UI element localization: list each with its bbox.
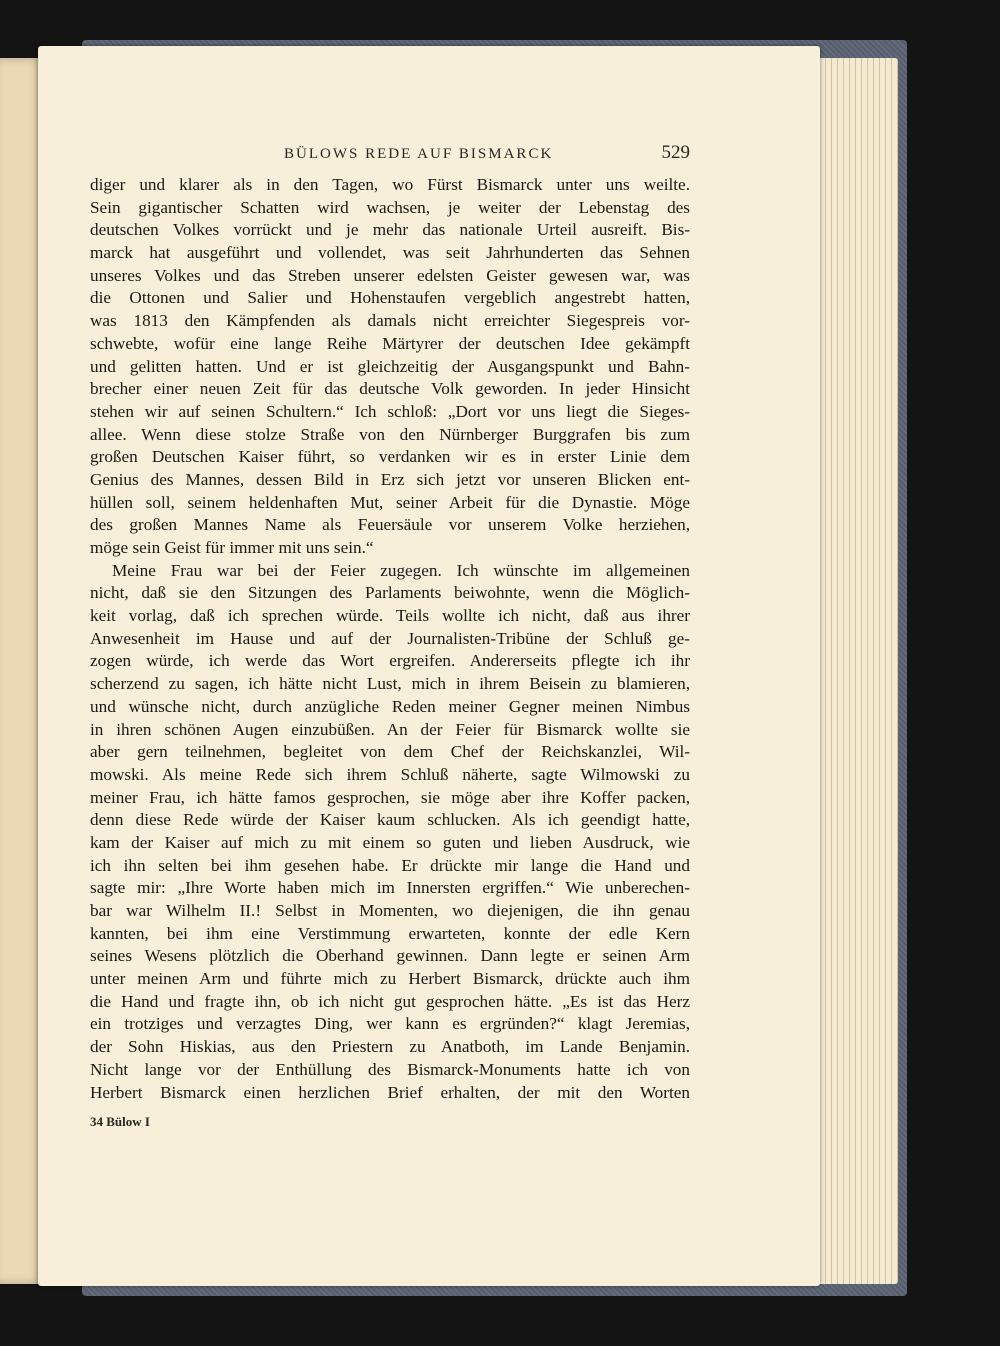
text-line: großen Deutschen Kaiser führt, so verdanken wir es in erster Linie dem <box>90 447 690 467</box>
text-line: unseres Volkes und das Streben unserer edelsten Geister gewesen war, was <box>90 265 690 285</box>
text-line: des großen Mannes Name als Feuersäule vor unserem Volke herziehen, <box>90 515 690 535</box>
text-line: ein trotziges und verzagtes Ding, wer kann es ergründen?“ klagt Jeremias, <box>90 1014 690 1034</box>
text-line: der Sohn Hiskias, aus den Priestern zu Anatboth, im Lande Benjamin. <box>90 1037 690 1057</box>
text-line: ich ihn selten bei ihm gesehen habe. Er drückte mir lange die Hand und <box>90 855 690 875</box>
text-line: aber gern teilnehmen, begleitet von dem Chef der Reichskanzlei, Wil- <box>90 742 690 762</box>
running-title: BÜLOWS REDE AUF BISMARCK <box>284 146 554 162</box>
text-line: möge sein Geist für immer mit uns sein.“ <box>90 538 374 557</box>
text-line: keit vorlag, daß ich sprechen würde. Teils wollte ich nicht, daß aus ihrer <box>90 606 690 626</box>
text-line: die Hand und fragte ihn, ob ich nicht gut gesprochen hätte. „Es ist das Herz <box>90 991 690 1011</box>
page-number: 529 <box>661 142 690 163</box>
text-line: meiner Frau, ich hätte famos gesprochen, sie möge aber ihre Koffer packen, <box>90 787 690 807</box>
text-line: scherzend zu sagen, ich hätte nicht Lust, mich in ihrem Beisein zu blamieren, <box>90 674 690 694</box>
text-line: zogen würde, ich werde das Wort ergreifen. Andererseits pflegte ich ihr <box>90 651 690 671</box>
text-line: mowski. Als meine Rede sich ihrem Schluß näherte, sagte Wilmowski zu <box>90 764 690 784</box>
text-line: und gelitten hatten. Und er ist gleichzeitig der Ausgangspunkt und Bahn- <box>90 356 690 376</box>
page-block-edge <box>808 58 898 1284</box>
body-text <box>90 174 690 1104</box>
text-line: marck hat ausgeführt und vollendet, was seit Jahrhunderten das Sehnen <box>90 243 690 263</box>
text-line: seines Wesens plötzlich die Oberhand gewinnen. Dann legte er seinen Arm <box>90 946 690 966</box>
text-line: in ihren schönen Augen einzubüßen. An der Feier für Bismarck wollte sie <box>90 719 690 739</box>
text-line: Nicht lange vor der Enthüllung des Bismarck-Monuments hatte ich von <box>90 1059 690 1079</box>
text-line: und wünsche nicht, durch anzügliche Reden meiner Gegner meinen Nimbus <box>90 696 690 716</box>
text-line: deutschen Volkes vorrückt und je mehr das nationale Urteil ausreift. Bis- <box>90 220 690 240</box>
text-line: Genius des Mannes, dessen Bild in Erz sich jetzt vor unseren Blicken ent- <box>90 469 690 489</box>
text-line: diger und klarer als in den Tagen, wo Fürst Bismarck unter uns weilte. <box>90 175 690 194</box>
text-line: allee. Wenn diese stolze Straße von den Nürnberger Burggrafen bis zum <box>90 424 690 444</box>
text-line: sagte mir: „Ihre Worte haben mich im Innersten ergriffen.“ Wie unberechen- <box>90 878 690 898</box>
text-line: die Ottonen und Salier und Hohenstaufen vergeblich angestrebt hatten, <box>90 288 690 308</box>
text-line: kannten, bei ihm eine Verstimmung erwarteten, konnte der edle Kern <box>90 923 690 943</box>
book-page <box>38 46 820 1286</box>
text-line: Anwesenheit im Hause und auf der Journalisten-Tribüne der Schluß ge- <box>90 628 690 648</box>
text-line: stehen wir auf seinen Schultern.“ Ich schloß: „Dort vor uns liegt die Sieges- <box>90 401 690 421</box>
text-line: was 1813 den Kämpfenden als damals nicht erreichter Siegespreis vor- <box>90 311 690 331</box>
text-line: schwebte, wofür eine lange Reihe Märtyrer der deutschen Idee gekämpft <box>90 333 690 353</box>
text-line: denn diese Rede würde der Kaiser kaum schlucken. Als ich geendigt hatte, <box>90 810 690 830</box>
text-line: kam der Kaiser auf mich zu mit einem so guten und lieben Ausdruck, wie <box>90 832 690 852</box>
text-line: brecher einer neuen Zeit für das deutsche Volk geworden. In jeder Hinsicht <box>90 379 690 399</box>
text-line: Meine Frau war bei der Feier zugegen. Ich wünschte im allgemeinen <box>112 560 690 580</box>
text-line: unter meinen Arm und führte mich zu Herbert Bismarck, drückte auch ihm <box>90 969 690 989</box>
text-line: bar war Wilhelm II.! Selbst in Momenten, wo diejenigen, die ihn genau <box>90 901 690 920</box>
text-line: Sein gigantischer Schatten wird wachsen, je weiter der Lebenstag des <box>90 197 690 217</box>
signature-mark: 34 Bülow I <box>90 1114 150 1129</box>
text-line: nicht, daß sie den Sitzungen des Parlaments beiwohnte, wenn die Möglich- <box>90 583 690 603</box>
text-line: hüllen soll, seinem heldenhaften Mut, seiner Arbeit für die Dynastie. Möge <box>90 492 690 512</box>
text-line: Herbert Bismarck einen herzlichen Brief erhalten, der mit den Worten <box>90 1082 690 1102</box>
